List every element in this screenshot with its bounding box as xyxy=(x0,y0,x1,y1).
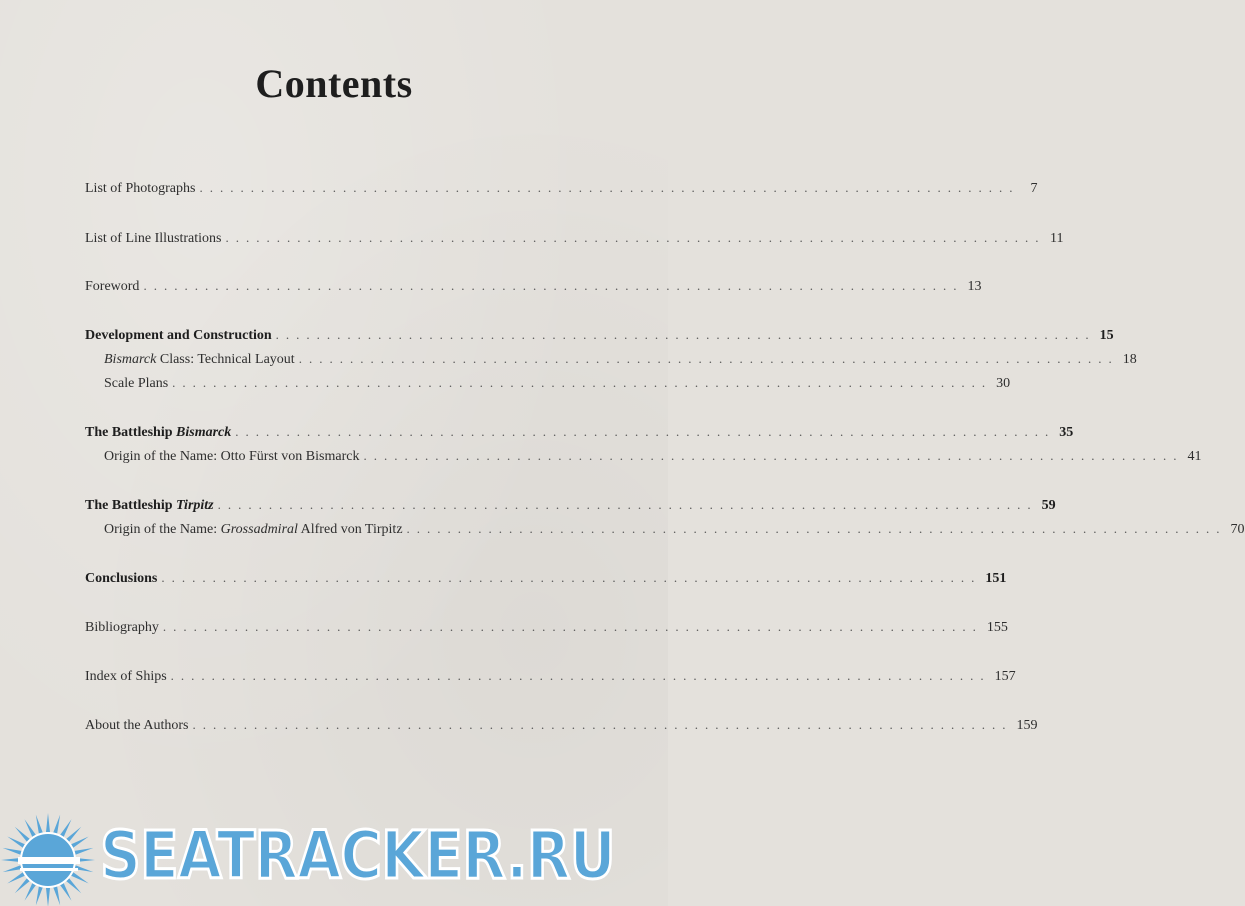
toc-entry-label: Bismarck Class: Technical Layout xyxy=(104,352,295,367)
dot-leader: ................................................................................ xyxy=(225,230,1046,245)
toc-entry-label: Origin of the Name: Grossadmiral Alfred von Tirpitz xyxy=(104,522,403,537)
toc-page-number: 30 xyxy=(996,376,1011,391)
toc-page-number: 15 xyxy=(1099,328,1114,343)
toc-subentry xyxy=(104,519,1245,539)
toc-entry-label: About the Authors xyxy=(85,718,189,733)
dot-leader: ................................................................................ xyxy=(162,619,983,634)
toc-section-heading xyxy=(85,422,1074,442)
sun-horizon-icon xyxy=(0,808,100,906)
toc-entry-label: Bibliography xyxy=(85,620,159,635)
toc-page-number: 59 xyxy=(1041,498,1056,513)
toc-entry-label: Index of Ships xyxy=(85,669,167,684)
toc-subentry xyxy=(104,373,1011,393)
toc-page-number: 70 xyxy=(1230,522,1245,537)
toc-section-heading xyxy=(85,568,1007,588)
toc-entry xyxy=(85,276,982,296)
toc-entry xyxy=(85,228,1064,248)
toc-section-heading xyxy=(85,325,1114,345)
toc-subentry xyxy=(104,446,1202,466)
toc-page-number: 151 xyxy=(985,571,1007,586)
dot-leader: ................................................................................ xyxy=(363,448,1184,463)
toc-page-number: 11 xyxy=(1050,231,1064,246)
watermark xyxy=(0,808,668,906)
dot-leader: ................................................................................ xyxy=(406,521,1227,536)
toc-entry xyxy=(85,715,1038,735)
dot-leader: ................................................................................ xyxy=(161,570,982,585)
dot-leader: ................................................................................ xyxy=(199,180,1020,195)
toc-entry-label: Conclusions xyxy=(85,571,158,586)
toc-entry-label: List of Photographs xyxy=(85,181,196,196)
dot-leader: ................................................................................ xyxy=(298,351,1119,366)
toc-entry-label: Foreword xyxy=(85,279,140,294)
toc-entry xyxy=(85,666,1016,686)
dot-leader: ................................................................................ xyxy=(143,278,964,293)
dot-leader: ................................................................................ xyxy=(192,717,1013,732)
toc-entry-label: List of Line Illustrations xyxy=(85,231,222,246)
dot-leader: ................................................................................ xyxy=(275,327,1096,342)
page-title: Contents xyxy=(255,61,413,106)
toc-page-number: 159 xyxy=(1016,718,1038,733)
dot-leader: ................................................................................ xyxy=(217,497,1038,512)
toc-page-number: 18 xyxy=(1122,352,1137,367)
toc-page-number: 35 xyxy=(1059,425,1074,440)
toc-entry xyxy=(85,617,1008,637)
dot-leader: ................................................................................ xyxy=(172,375,993,390)
toc-page-number: 13 xyxy=(967,279,982,294)
toc-page-number: 155 xyxy=(986,620,1008,635)
toc-entry-label: The Battleship Bismarck xyxy=(85,425,232,440)
toc-subentry xyxy=(104,349,1137,369)
toc-page-number: 41 xyxy=(1187,449,1202,464)
toc-page-number: 157 xyxy=(994,669,1016,684)
toc-page-number: 7 xyxy=(1030,181,1038,196)
toc-entry-label: The Battleship Tirpitz xyxy=(85,498,214,513)
dot-leader: ................................................................................ xyxy=(170,668,991,683)
toc-entry-label: Development and Construction xyxy=(85,328,272,343)
watermark-text: SEATRACKER.RU xyxy=(100,817,615,894)
toc-section-heading xyxy=(85,495,1056,515)
toc-entry-label: Origin of the Name: Otto Fürst von Bismarck xyxy=(104,449,360,464)
toc-entry-label: Scale Plans xyxy=(104,376,169,391)
dot-leader: ................................................................................ xyxy=(235,424,1056,439)
toc-entry xyxy=(85,178,1038,198)
